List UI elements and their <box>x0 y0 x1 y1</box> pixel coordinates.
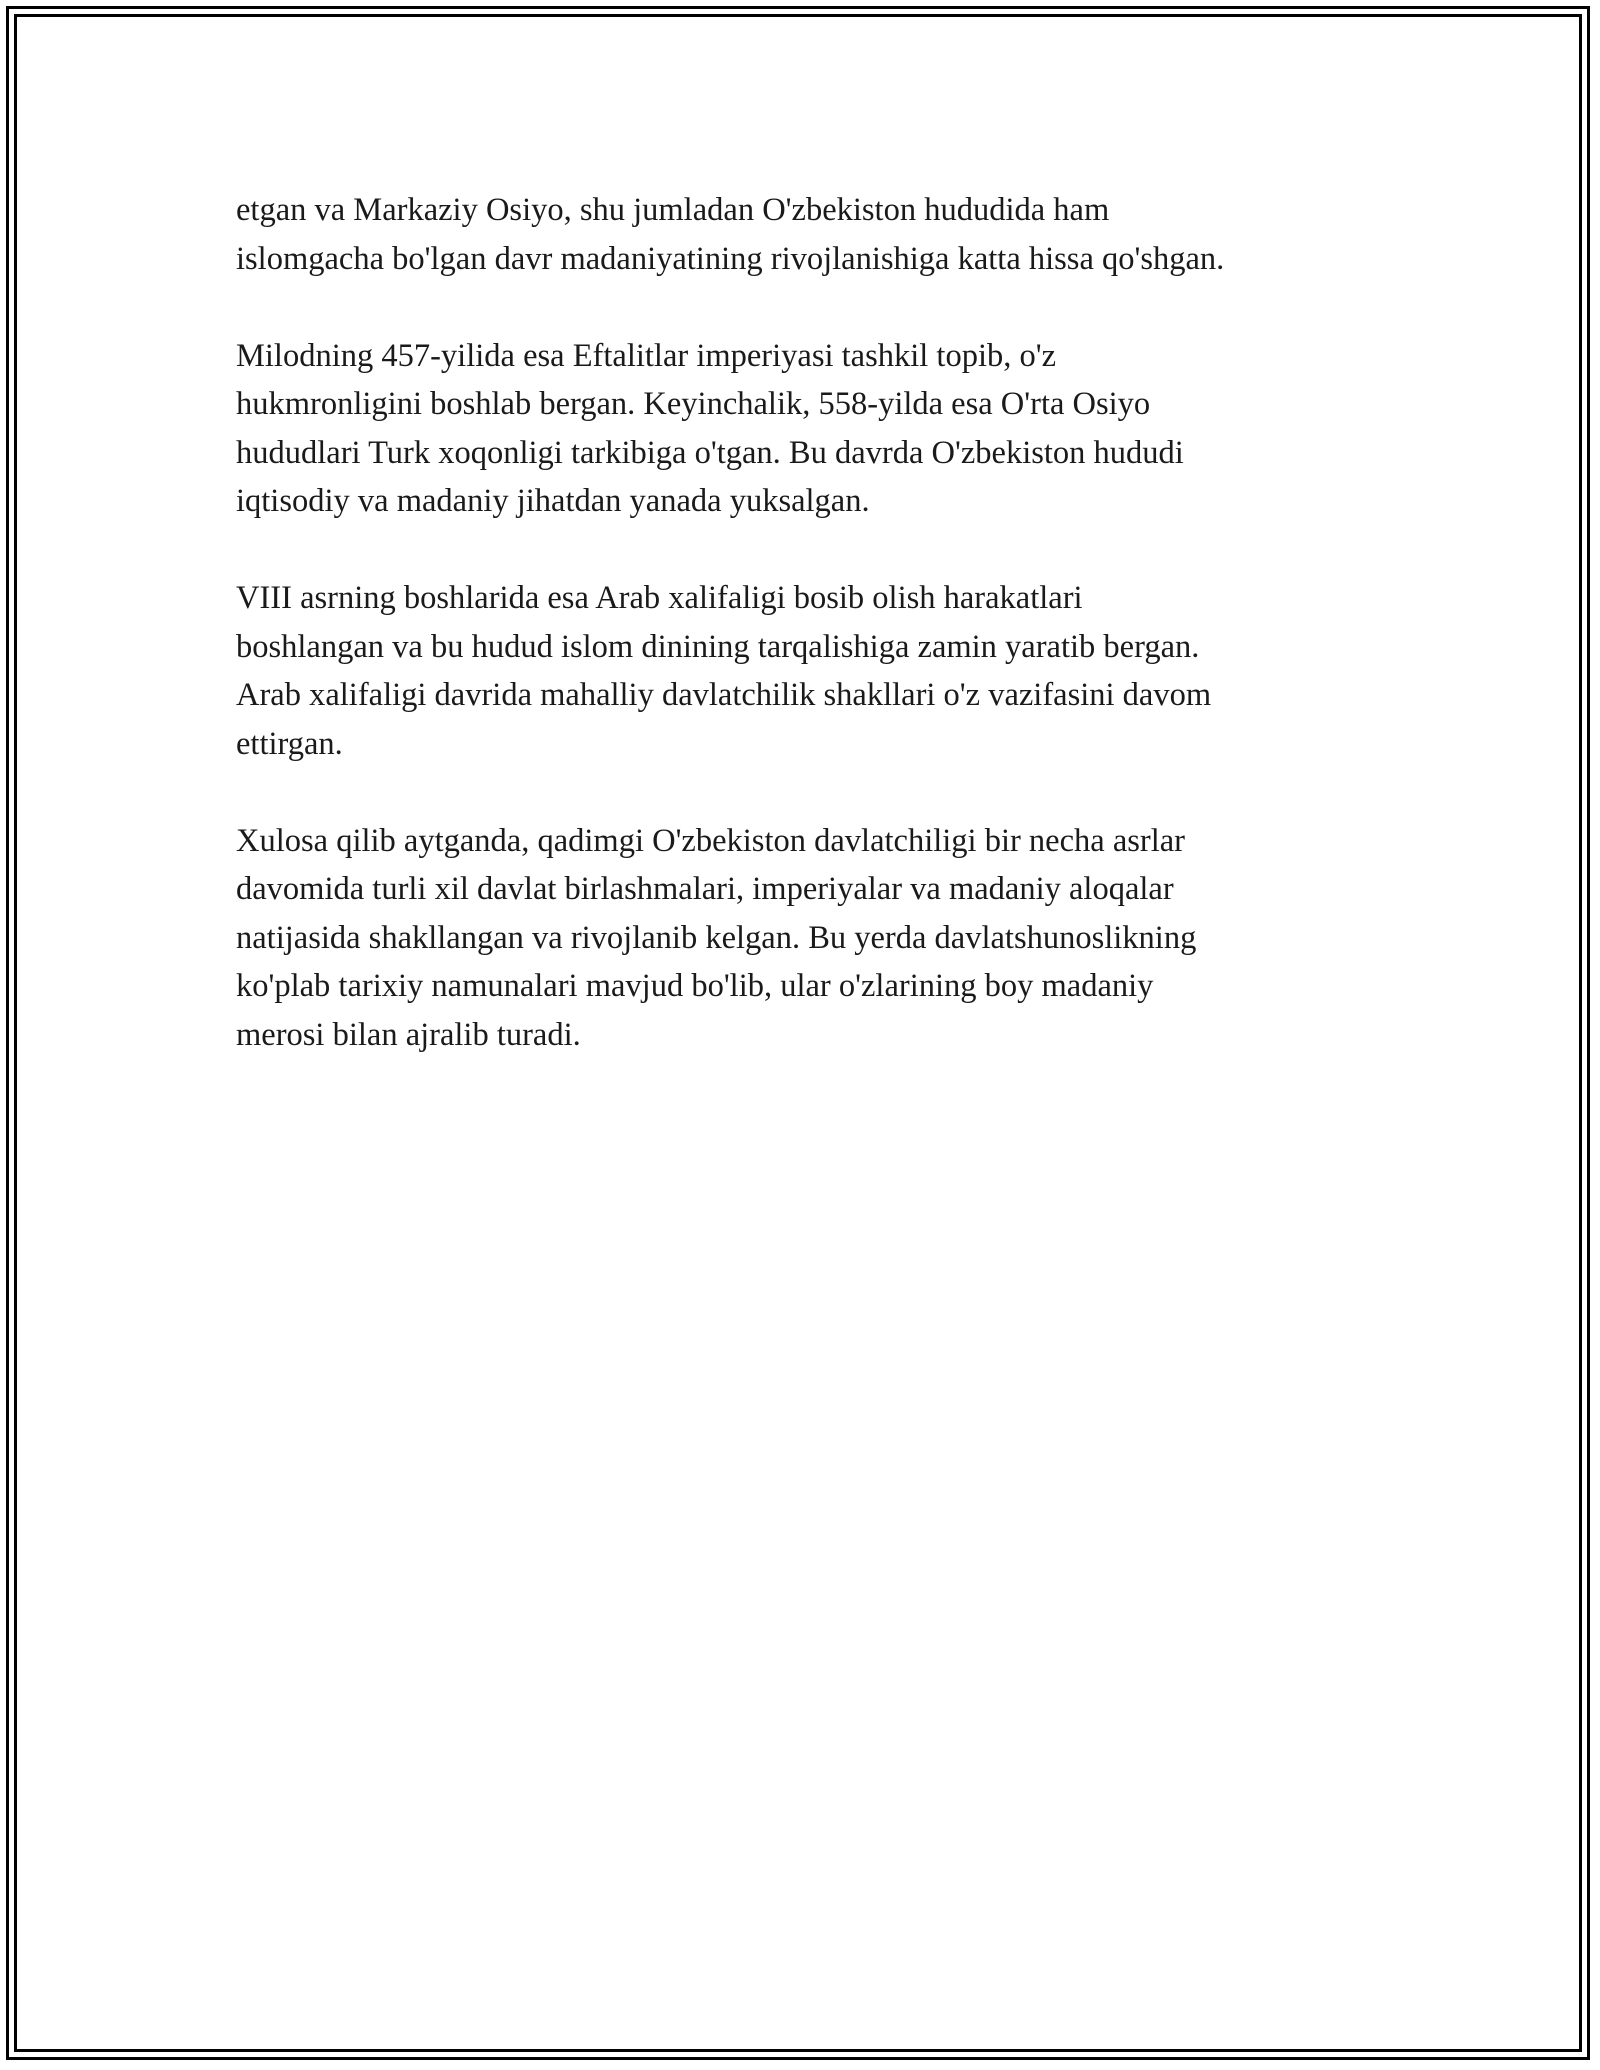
paragraph-4 <box>236 817 1376 1060</box>
paragraph-line: boshlangan va bu hudud islom dinining tarqalishiga zamin yaratib bergan. <box>236 628 1200 665</box>
paragraph-1 <box>236 186 1376 283</box>
paragraph-line: Arab xalifaligi davrida mahalliy davlatchilik shakllari o'z vazifasini davom <box>236 677 1212 713</box>
document-body <box>236 186 1376 1108</box>
paragraph-line: islomgacha bo'lgan davr madaniyatining rivojlanishiga katta hissa qo'shgan. <box>236 240 1225 277</box>
paragraph-line: hududlari Turk xoqonligi tarkibiga o'tgan. Bu davrda O'zbekiston hududi <box>236 434 1184 471</box>
paragraph-line: ettirgan. <box>236 725 343 762</box>
paragraph-line: etgan va Markaziy Osiyo, shu jumladan O'zbekiston hududida ham <box>236 192 1110 228</box>
paragraph-line: hukmronligini boshlab bergan. Keyinchalik, 558-yilda esa O'rta Osiyo <box>236 386 1151 422</box>
paragraph-line: natijasida shakllangan va rivojlanib kelgan. Bu yerda davlatshunoslikning <box>236 919 1197 956</box>
paragraph-line: Milodning 457-yilida esa Eftalitlar imperiyasi tashkil topib, o'z <box>236 337 1057 374</box>
paragraph-line: Xulosa qilib aytganda, qadimgi O'zbekiston davlatchiligi bir necha asrlar <box>236 822 1185 859</box>
paragraph-3 <box>236 574 1376 768</box>
paragraph-line: merosi bilan ajralib turadi. <box>236 1016 581 1053</box>
paragraph-line: iqtisodiy va madaniy jihatdan yanada yuksalgan. <box>236 483 870 519</box>
paragraph-2 <box>236 332 1376 526</box>
paragraph-line: VIII asrning boshlarida esa Arab xalifaligi bosib olish harakatlari <box>236 580 1083 616</box>
paragraph-line: davomida turli xil davlat birlashmalari, imperiyalar va madaniy aloqalar <box>236 871 1174 907</box>
paragraph-line: ko'plab tarixiy namunalari mavjud bo'lib, ular o'zlarining boy madaniy <box>236 968 1154 1004</box>
